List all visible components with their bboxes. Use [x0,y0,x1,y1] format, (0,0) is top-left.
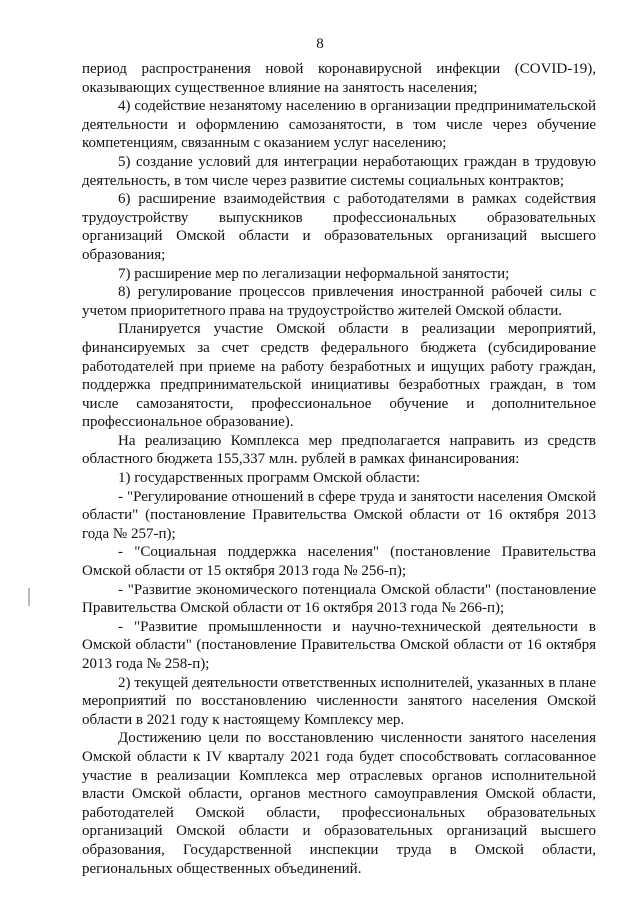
document-body [82,60,596,878]
paragraph-item-4: 4) содействие незанятому населению в организации предпринимательской деятельности и оформлению самозанятости, в том числе через обучение компетенциям, связанным с оказанием услуг населению; [82,98,596,152]
paragraph-goal: Достижению цели по восстановлению численности занятого населения Омской области к IV кварталу 2021 года будет способствовать согласованное участие в реализации Комплекса мер отраслевых органов исполнительной власти Омской области, органов местного самоуправления Омской области, работодателей Омской области, профессиональных образовательных организаций Омской области и образовательных организаций высшего образования, Государственной инспекции труда в Омской области, региональных общественных объединений. [82,730,596,877]
paragraph-budget: На реализацию Комплекса мер предполагается направить из средств областного бюджета 155,337 млн. рублей в рамках финансирования: [82,432,596,468]
list-item-program-social: - "Социальная поддержка населения" (постановление Правительства Омской области от 15 октября 2013 года № 256-п); [82,544,596,580]
paragraph-item-5: 5) создание условий для интеграции неработающих граждан в трудовую деятельность, в том числе через развитие системы социальных контрактов; [82,153,596,189]
list-item-program-labor: - "Регулирование отношений в сфере труда и занятости населения Омской области" (постановление Правительства Омской области от 16 октября 2013 года № 257-п); [82,488,596,542]
paragraph-covid: период распространения новой коронавирусной инфекции (COVID-19), оказывающих существенное влияние на занятость населения; [82,61,596,96]
paragraph-item-7: 7) расширение мер по легализации неформальной занятости; [118,265,510,282]
list-item-program-economy: - "Развитие экономического потенциала Омской области" (постановление Правительства Омской области от 16 октября 2013 года № 266-п); [82,581,596,617]
page-number: 8 [316,36,324,52]
paragraph-state-programs: 1) государственных программ Омской области: [118,470,421,487]
paragraph-federal-measures: Планируется участие Омской области в реализации мероприятий, финансируемых за счет средств федерального бюджета (субсидирование работодателей при приеме на работу безработных и ищущих работу граждан, поддержка предпринимательской инициативы безработных граждан, в том числе самозанятости, профессиональное обучение и дополнительное профессиональное образование). [82,321,596,431]
paragraph-item-6: 6) расширение взаимодействия с работодателями в рамках содействия трудоустройству выпускников профессиональных образовательных организаций Омской области и образовательных организаций высшего образования; [82,191,596,263]
paragraph-current-activity: 2) текущей деятельности ответственных исполнителей, указанных в плане мероприятий по восстановлению численности занятого населения Омской области в 2021 году к настоящему Комплексу мер. [82,674,596,728]
margin-mark [28,588,30,606]
list-item-program-industry: - "Развитие промышленности и научно-технической деятельности в Омской области" (постановление Правительства Омской области от 16 октября 2013 года № 258-п); [82,618,596,672]
paragraph-item-8: 8) регулирование процессов привлечения иностранной рабочей силы с учетом приоритетного права на трудоустройство жителей Омской области. [82,284,596,319]
